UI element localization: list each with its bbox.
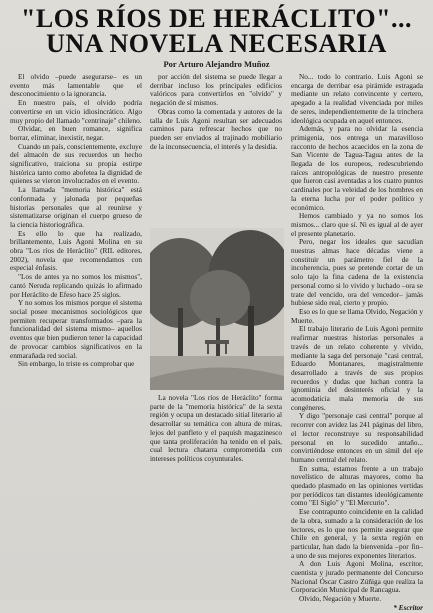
paragraph: La llamada "memoria histórica" está conformada y jalonada por pequeñas historias personales que al reunirse y sistematizarse originan el cuerpo grueso de la ciencia historiográfica. [10, 185, 142, 229]
paragraph: Hemos cambiado y ya no somos los mismos... claro que sí. Ni es igual al de ayer el presente planetario. [291, 211, 423, 238]
paragraph: Además, y para no olvidar la esencia primigenia, nos entrega un maravilloso racconto de hechos acaecidos en la zona de San Vicente de Tagua-Tagua antes de la llegada de los europeos, redescubriendo raíces antropológicas de nuestro presente que fueron casi aventadas a los cuatro puntos cardinales por la veleidad de los hombres en la eterna lucha por el poder político y económico. [291, 124, 423, 212]
paragraph: Y digo "personaje casi central" porque al recorrer con avidez las 241 páginas del libro, el lector reconstruye su responsabilidad personal en lo sucedido antaño... convirtiéndose entonces en un símil del eje humano central del relato. [291, 411, 423, 464]
paragraph: Eso es lo que se llama Olvido, Negación y Muerte. [291, 306, 423, 325]
byline: Por Arturo Alejandro Muñoz [163, 59, 270, 69]
paragraph: Sin embargo, lo triste es comprobar que [18, 359, 135, 369]
paragraph: En suma, estamos frente a un trabajo novelístico de alturas mayores, como ha quedado plasmado en las opiniones vertidas por periódicos tan distantes ideológicamente como "El Siglo" y "El Mercurio". [291, 463, 423, 508]
paragraph: No... todo lo contrario. Luis Agoni se encarga de derribar esa pirámide estragada mediante un relato convincente y certero, apegado a la realidad vivenciada por miles de seres, independientemente de la trinchera ideológica ocupada en aquel entonces. [291, 72, 423, 125]
paragraph: La novela "Los ríos de Heráclito" forma parte de la "memoria histórica" de la sexta región y ocupa un destacado sitial literario al desarrollar su temática con altura de miras, lejos del panfleto y el paquish magazinesco que tanta proliferación ha tenido en el país, cual lectura chatarra comprometida con intereses políticos coyunturales. [150, 393, 282, 463]
paragraph: El trabajo literario de Luis Agoni permite reafirmar nuestras historias personales a través de un relato coherente y vívido, mediante la saga del personaje "casi central, Eduardo Montanares, magistralmente desarrollado a través de sus propios recuerdos y dudas que luchan contra la ignominia del desinterés oficial y la acomodaticia mala memoria de sus congéneres. [291, 324, 423, 412]
paragraph: En nuestro país, el olvido podría convertirse en un vicio idiosincrático. Algo muy propio del llamado "centrinaje" chileno. [10, 98, 142, 125]
paragraph: Olvidar, en buen romance, significa borrar, eliminar, inexistir, negar. [10, 124, 142, 142]
headline [10, 6, 423, 56]
author-signature: * Escritor [393, 602, 423, 612]
column-3 [291, 73, 423, 613]
paragraph: Ese contrapunto coincidente en la calidad de la obra, sumado a la consideración de los lectores, es lo que nos permite asegurar que Chile en general, y la sexta región en particular, han dado la bienvenida –por fin– a uno de sus mejores exponentes literarios. [291, 507, 423, 560]
column-2-top [150, 73, 282, 151]
paragraph: Cuando un país, conscientemente, excluye del almacén de sus recuerdos un hecho significativo, traiciona su propia estirpe histórica tanto como abofetea la dignidad de quienes se vieron involucrados en el evento. [10, 141, 143, 186]
headline-line-2: UNA NOVELA NECESARIA [46, 29, 387, 58]
paragraph: "Los de antes ya no somos los mismos", cantó Neruda replicando quizás lo afirmado por Heráclito de Efeso hace 25 siglos. [10, 272, 142, 299]
column-1 [10, 73, 142, 369]
paragraph: Pero, negar los ideales que sacudían nuestras almas hace décadas viene a constituir un parámetro fiel de la incoherencia, pues se pretende cortar de un solo tajo la fina cadena de la existencia personal como si lo vivido y luchado –ora se trate del vencido, ora del vencedor– jamás hubiese sido real, cierto y propio. [291, 237, 423, 308]
column-2-bottom [150, 394, 282, 464]
paragraph: Obras como la comentada y autores de la talla de Luis Agoni resultan ser adecuados caminos para refrescar hechos que no pueden ser enviados al trajinado mobiliario de la inconsecuencia, el interés y la desidia. [150, 106, 282, 151]
article-photo [150, 228, 284, 390]
article-columns [10, 72, 423, 612]
paragraph: El olvido –puede asegurarse– es un evento más lamentable que el desconocimiento o la ignorancia. [10, 72, 142, 99]
park-photo-image [150, 228, 284, 390]
headline-line-1: "LOS RÍOS DE HERÁCLITO"... [20, 4, 413, 33]
paragraph: Es ello lo que ha realizado, brillantemente, Luis Agoni Molina en su obra "Los ríos de Heráclito" (RIL editores, 2002), novela que recomendamos con especial énfasis. [10, 228, 142, 273]
paragraph: por acción del sistema se puede llegar a derribar incluso los principales edificios valóricos para convertirlos en "olvido" y negación de sí mismos. [150, 72, 282, 108]
paragraph: A don Luis Agoni Molina, escritor, cuentista y jurado permanente del Concurso Nacional Óscar Castro Zúñiga que realiza la Corporación Municipal de Rancagua. [291, 559, 423, 595]
paragraph: Y no somos los mismos porque el sistema social posee mecanismos sociológicos que permiten recuperar transformados –para la funcionalidad del sistema mismo– aquellos eventos que bien pudieron tener la capacidad de provocar cambios significativos en la enmarañada red social. [10, 298, 142, 360]
paragraph: Olvido, Negación y Muerte. [299, 594, 382, 604]
